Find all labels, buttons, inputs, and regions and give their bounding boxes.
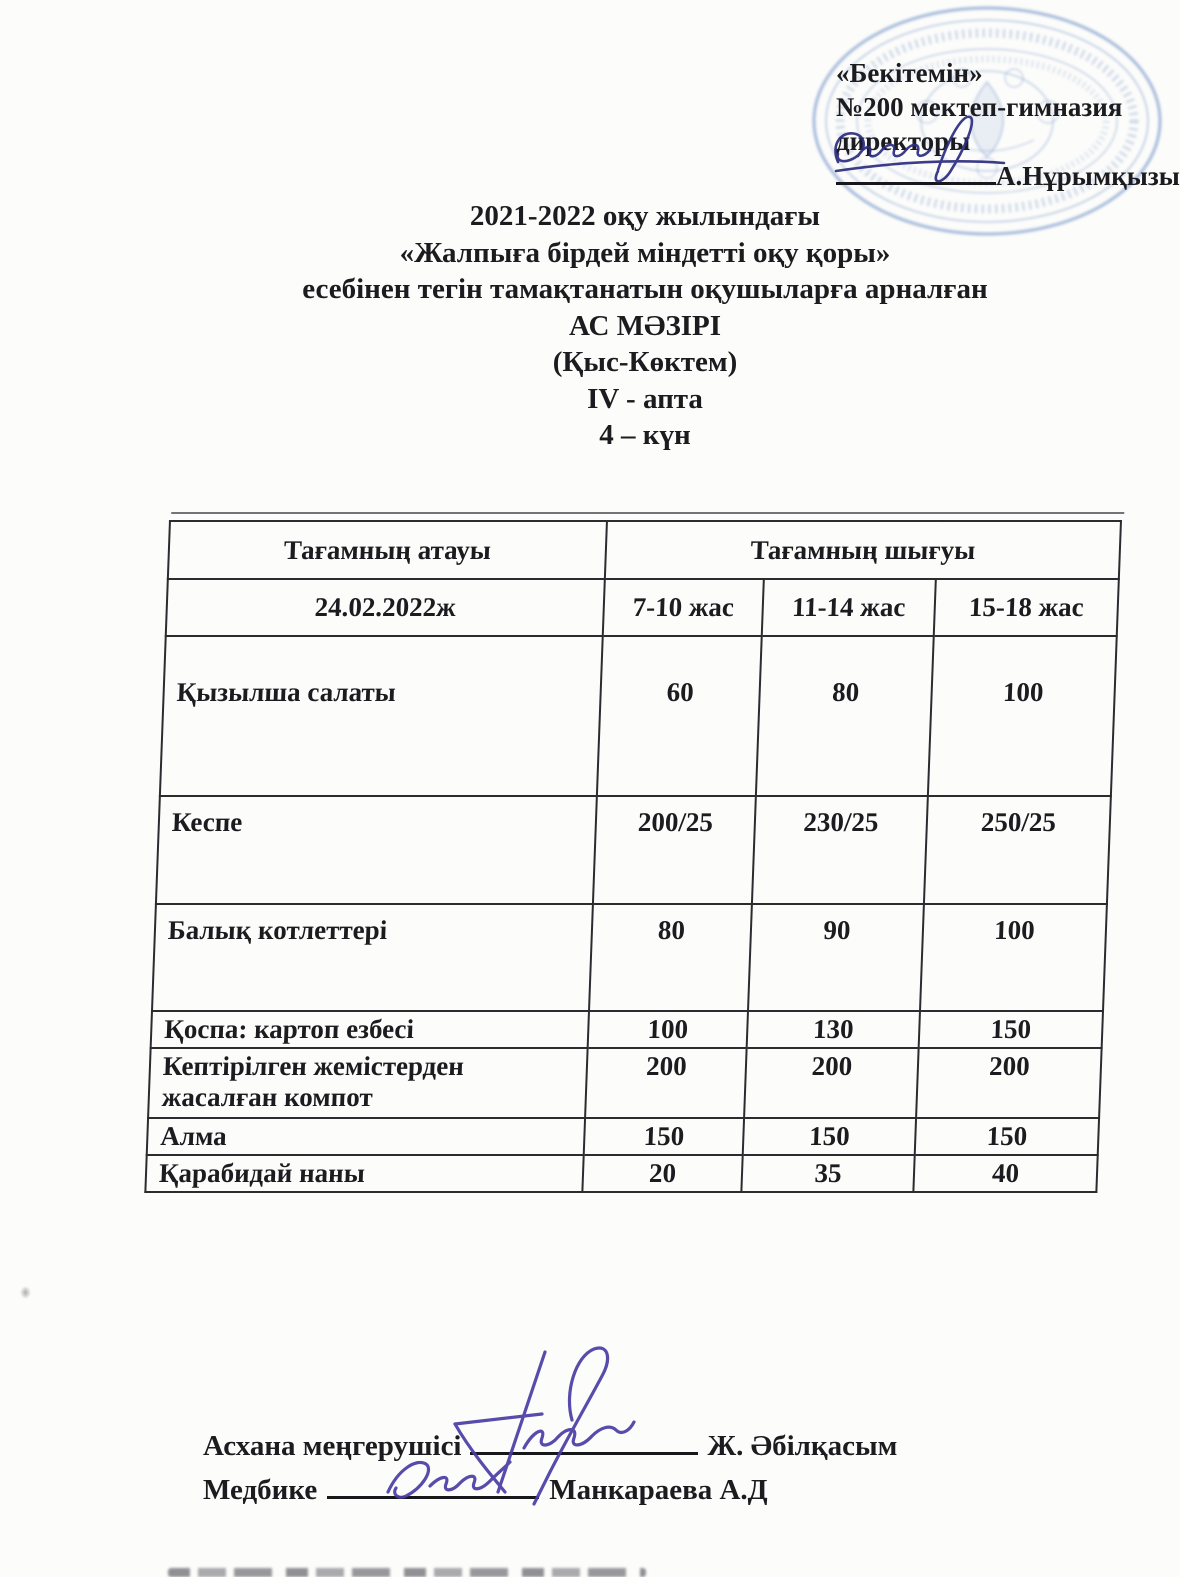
table-row — [151, 1011, 1103, 1048]
canteen-manager-label: Асхана меңгерушісі — [203, 1430, 462, 1462]
age-header-11-14: 11-14 жас — [762, 579, 936, 636]
dish-name-cell: Кеспе — [156, 796, 597, 904]
title-line-audience: есебінен тегін тамақтанатын оқушыларға арналған — [302, 273, 988, 305]
table-row — [160, 636, 1117, 796]
portion-cell: 80 — [756, 636, 934, 796]
portion-cell: 80 — [589, 904, 752, 1011]
portion-cell: 230/25 — [752, 796, 928, 904]
table-row — [145, 1155, 1097, 1192]
signature-block — [203, 1424, 897, 1512]
nurse-signature-line — [327, 1470, 539, 1499]
scan-speck — [20, 1286, 31, 1299]
title-line-year: 2021-2022 оқу жылындағы — [469, 200, 821, 232]
portion-cell: 150 — [919, 1011, 1103, 1048]
title-line-menu: АС МӘЗІРІ — [568, 309, 722, 342]
dish-name-cell: Қоспа: картоп езбесі — [151, 1011, 589, 1048]
table-row — [148, 1048, 1102, 1118]
portion-cell: 100 — [928, 636, 1117, 796]
dish-name-cell: Балық котлеттері — [152, 904, 593, 1011]
dish-name-cell: Қызылша салаты — [160, 636, 603, 796]
approval-line-2: №200 мектеп-гимназия — [836, 92, 1123, 122]
menu-table-wrapper — [144, 520, 1120, 1193]
dish-name-cell: Кептірілген жемістерден жасалған компот — [148, 1048, 588, 1118]
nurse-name: Манкараева А.Д — [549, 1474, 768, 1506]
portion-cell: 200 — [744, 1048, 919, 1118]
portion-cell: 130 — [747, 1011, 920, 1048]
director-name: А.Нұрымқызы — [996, 161, 1180, 191]
dish-name-cell: Алма — [147, 1118, 585, 1155]
portion-cell: 40 — [913, 1155, 1097, 1192]
age-header-7-10: 7-10 жас — [603, 579, 764, 636]
title-line-fund: «Жалпыға бірдей міндетті оқу қоры» — [399, 236, 891, 269]
table-header-row — [168, 521, 1121, 579]
table-row — [147, 1118, 1099, 1155]
document-title — [70, 198, 1180, 454]
director-signature-line — [836, 158, 996, 185]
table-row — [152, 904, 1107, 1011]
portion-cell: 200/25 — [593, 796, 756, 904]
portion-cell: 150 — [915, 1118, 1099, 1155]
date-cell: 24.02.2022ж — [166, 579, 605, 636]
column-header-output: Тағамның шығуы — [605, 521, 1121, 579]
portion-cell: 250/25 — [924, 796, 1111, 904]
portion-cell: 20 — [582, 1155, 742, 1192]
approval-block — [836, 56, 1180, 193]
portion-cell: 100 — [588, 1011, 748, 1048]
portion-cell: 60 — [597, 636, 762, 796]
age-header-15-18: 15-18 жас — [934, 579, 1119, 636]
canteen-manager-signature-line — [470, 1426, 698, 1455]
dish-name-cell: Қарабидай наны — [145, 1155, 583, 1192]
title-line-week: IV - апта — [587, 382, 703, 415]
portion-cell: 150 — [743, 1118, 916, 1155]
portion-cell: 200 — [916, 1048, 1102, 1118]
title-line-season: (Қыс-Көктем) — [552, 346, 738, 378]
nurse-label: Медбике — [203, 1474, 318, 1506]
portion-cell: 35 — [741, 1155, 914, 1192]
approval-line-1: «Бекітемін» — [836, 58, 983, 88]
portion-cell: 150 — [584, 1118, 744, 1155]
table-row — [156, 796, 1111, 904]
approval-line-3: директоры — [836, 126, 971, 156]
title-line-day: 4 – күн — [599, 419, 691, 451]
table-subheader-row — [166, 579, 1119, 636]
column-header-dish: Тағамның атауы — [168, 521, 607, 579]
canteen-manager-name: Ж. Әбілқасым — [707, 1430, 898, 1462]
portion-cell: 90 — [748, 904, 924, 1011]
portion-cell: 100 — [920, 904, 1107, 1011]
menu-table — [144, 520, 1122, 1193]
portion-cell: 200 — [585, 1048, 747, 1118]
